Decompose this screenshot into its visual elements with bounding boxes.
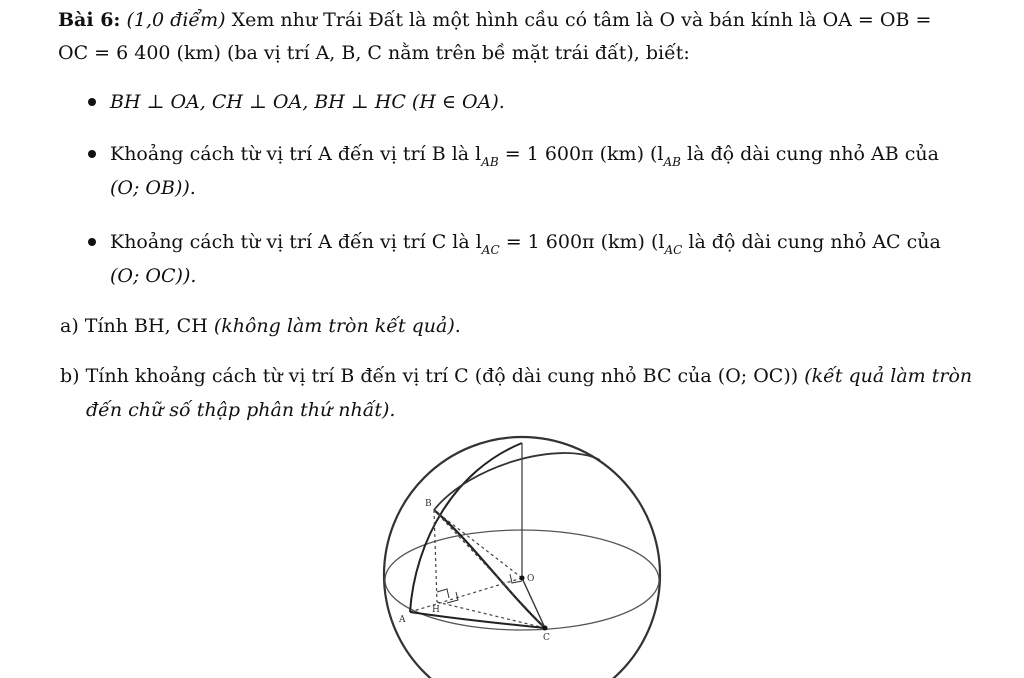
meridian-top	[434, 453, 600, 510]
label-c: C	[543, 633, 550, 643]
segment-bo	[434, 510, 522, 578]
part-b-note-2: đến chữ số thập phân thứ nhất).	[86, 399, 396, 421]
bullet-2-post: là độ dài cung nhỏ AB của	[681, 143, 939, 165]
part-b-text: Tính khoảng cách từ vị trí B đến vị trí C (độ dài cung nhỏ BC của (O; OC))	[85, 365, 799, 387]
bullet-2-circle: (O; OB)).	[110, 177, 196, 199]
part-b-note-1: (kết quả làm tròn	[804, 365, 973, 387]
exercise-label: Bài 6:	[58, 9, 121, 31]
segment-hc	[437, 602, 545, 628]
bullet-3-arc: AC	[481, 243, 500, 257]
label-b: B	[425, 499, 432, 509]
bullet-2-arc-2: AB	[663, 155, 681, 169]
segment-oc	[522, 578, 545, 628]
right-angle-h	[437, 589, 449, 598]
part-a-label: a)	[60, 315, 79, 337]
bullet-3-post: là độ dài cung nhỏ AC của	[682, 231, 941, 253]
bullet-2-arc: AB	[481, 155, 499, 169]
bullet-1-line: BH ⊥ OA, CH ⊥ OA, BH ⊥ HC (H ∈ OA).	[110, 91, 505, 113]
bullet-3-circle: (O; OC)).	[110, 265, 197, 287]
part-a-note: (không làm tròn kết quả).	[213, 315, 461, 337]
label-a: A	[399, 615, 406, 625]
bullet-3-mid: = 1 600π (km) (l	[499, 231, 665, 253]
label-h: H	[432, 605, 440, 615]
bullet-3-pre: Khoảng cách từ vị trí A đến vị trí C là l	[110, 231, 482, 253]
part-a-text: Tính BH, CH	[84, 315, 208, 337]
intro-text-1: Xem như Trái Đất là một hình cầu có tâm là O và bán kính là OA = OB =	[231, 9, 932, 31]
point-c	[543, 626, 548, 631]
point-o	[520, 576, 525, 581]
bullet-3-arc-2: AC	[664, 243, 683, 257]
part-b-label: b)	[60, 365, 80, 387]
arc-ac	[410, 612, 545, 628]
bullet-2-mid: = 1 600π (km) (l	[498, 143, 664, 165]
segment-ao	[410, 578, 522, 612]
label-o: O	[527, 574, 535, 584]
bullet-2-pre: Khoảng cách từ vị trí A đến vị trí B là l	[110, 143, 482, 165]
intro-text-2: OC = 6 400 (km) (ba vị trí A, B, C nằm trên bề mặt trái đất), biết:	[58, 42, 690, 64]
exercise-points: (1,0 điểm)	[126, 9, 226, 31]
